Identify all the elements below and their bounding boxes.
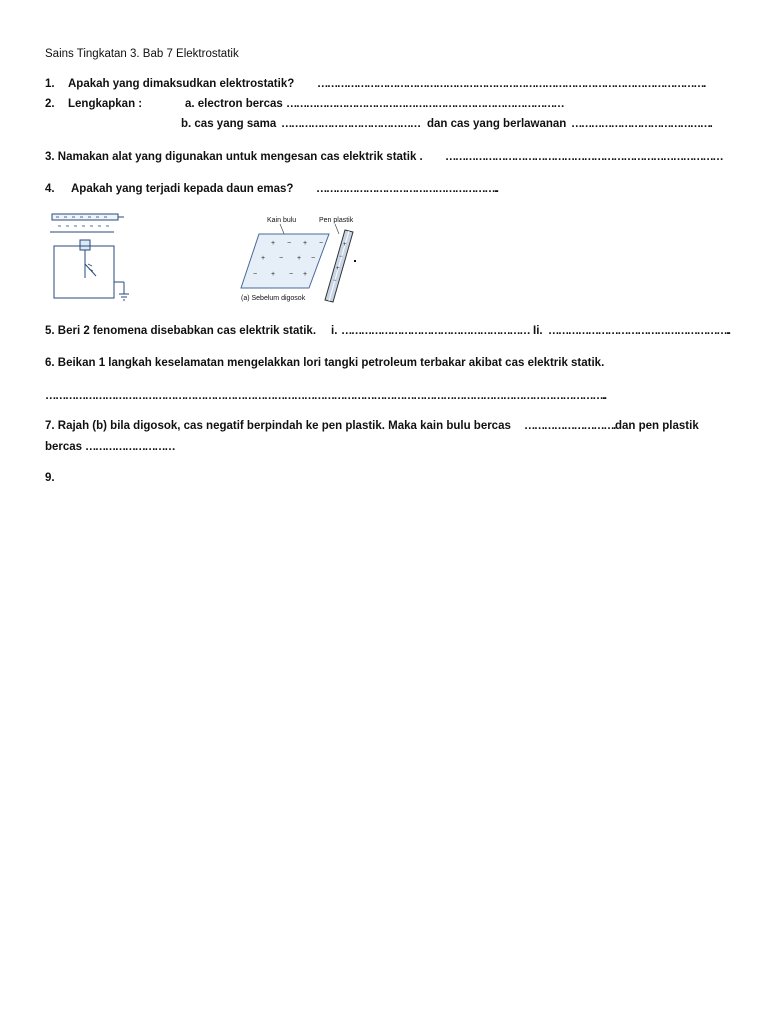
question-5-blank-1: ………………………………………………… [341,325,530,337]
question-5-ii-label: Ii. [533,325,543,337]
question-5-text: 5. Beri 2 fenomena disebabkan cas elektrik statik. [45,325,317,337]
question-5-i-label: i. [331,325,338,337]
question-2b-blank: …………………………………… [281,118,420,130]
question-1-text: Apakah yang dimaksudkan elektrostatik? [68,78,295,90]
question-2-text: Lengkapkan : [68,98,143,110]
svg-text:−: − [287,240,292,247]
svg-text:+: + [271,240,276,247]
question-5-blank-2: ……………………………………………….. [548,325,730,337]
svg-text:+: + [303,240,308,247]
question-3-answer-blank: ………………………………………………………………………… [445,151,723,163]
svg-text:−: − [319,240,324,247]
question-1-number: 1. [45,78,55,90]
svg-text:+: + [336,266,340,272]
question-2a-blank: ………………………………………………………………………… [286,98,564,110]
page-title: Sains Tingkatan 3. Bab 7 Elektrostatik [45,48,239,60]
electroscope-cap [80,240,90,250]
svg-text:+: + [343,242,347,248]
svg-text:−: − [339,254,343,260]
question-2b-middle-text: dan cas yang berlawanan [427,118,567,130]
question-2b [181,117,712,131]
cloth-and-pen-diagram [235,212,365,307]
question-2b-label: b. cas yang sama [181,118,277,130]
svg-text:−: − [279,255,284,262]
fur-cloth [241,234,329,288]
question-4-number: 4. [45,183,55,195]
question-1-answer-blank: ………………………………………………………………………………………………………. [317,78,705,90]
electroscope-diagram [44,210,134,302]
svg-text:−: − [253,271,258,278]
question-9-number: 9. [45,472,55,484]
question-7-line-2-text: bercas [45,441,83,453]
question-6-answer-blank: …………………………………………………………………………………………………………………………………………………….. [45,390,606,402]
question-2 [45,97,564,111]
question-2a-label: a. electron bercas [185,98,283,110]
question-3-text: 3. Namakan alat yang digunakan untuk mengesan cas elektrik statik . [45,151,423,163]
question-5 [45,324,730,338]
svg-text:+: + [271,271,276,278]
svg-text:−: − [333,278,337,284]
charged-rod [52,214,118,220]
question-7 [45,419,699,433]
question-7-blank-2: ……………………… [85,441,175,453]
figure-caption: (a) Sebelum digosok [241,295,306,302]
question-4 [45,182,498,196]
electroscope-case [54,246,114,298]
label-pen: Pen plastik [319,217,354,224]
question-1 [45,77,705,91]
question-2-number: 2. [45,98,55,110]
question-6: 6. Beikan 1 langkah keselamatan mengelakkan lori tangki petroleum terbakar akibat cas elektrik statik. [45,357,605,369]
question-4-text: Apakah yang terjadi kepada daun emas? [71,183,294,195]
svg-text:+: + [303,271,308,278]
question-7-line-2 [45,440,175,454]
question-4-answer-blank: ……………………………………………….. [316,183,498,195]
question-7-blank-1: ………………………. [524,420,615,432]
question-2b-blank-2: ……………………………………. [571,118,712,130]
svg-text:+: + [297,255,302,262]
svg-text:+: + [261,255,266,262]
question-3 [45,150,723,164]
question-7-text: 7. Rajah (b) bila digosok, cas negatif berpindah ke pen plastik. Maka kain bulu bercas [45,420,511,432]
svg-text:−: − [311,255,316,262]
question-7-middle-text: dan pen plastik [615,420,699,432]
label-cloth: Kain bulu [267,217,297,224]
svg-text:−: − [289,271,294,278]
